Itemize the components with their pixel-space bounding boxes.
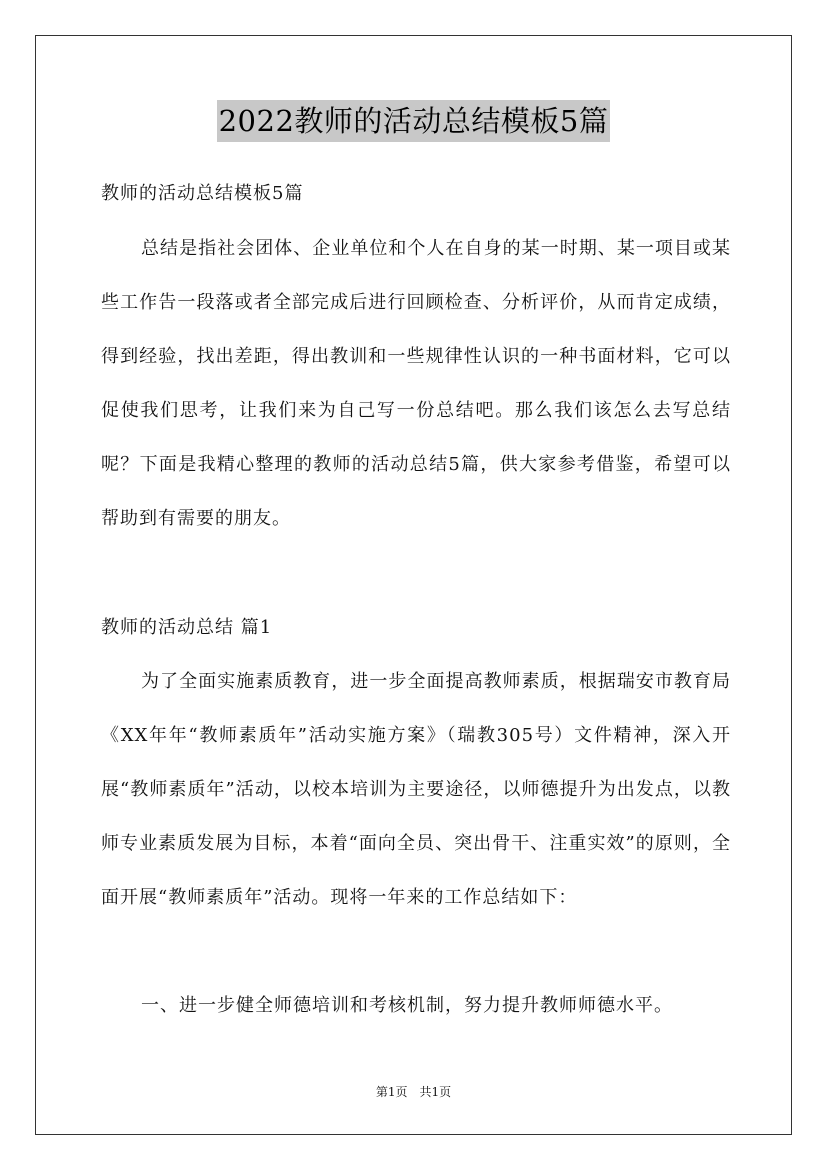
point-one-paragraph: 一、进一步健全师德培训和考核机制，努力提升教师师德水平。 (141, 995, 673, 1016)
title-container (0, 100, 827, 142)
intro-paragraph: 总结是指社会团体、企业单位和个人在自身的某一时期、某一项目或某些工作告一段落或者全部完成后进行回顾检查、分析评价，从而肯定成绩，得到经验，找出差距，得出教训和一些规律性认识的一种书面材料，它可以促使我们思考，让我们来为自己写一份总结吧。那么我们该怎么去写总结呢？下面是我精心整理的教师的活动总结5篇，供大家参考借鉴，希望可以帮助到有需要的朋友。 (101, 238, 731, 529)
page-footer: 第1页 共1页 (375, 1085, 452, 1099)
section-paragraph: 为了全面实施素质教育，进一步全面提高教师素质，根据瑞安市教育局《XX年年“教师素质年”活动实施方案》（瑞教305号）文件精神，深入开展“教师素质年”活动，以校本培训为主要途径，以师德提升为出发点，以教师专业素质发展为目标，本着“面向全员、突出骨干、注重实效”的原则，全面开展“教师素质年”活动。现将一年来的工作总结如下： (101, 671, 731, 908)
document-subtitle: 教师的活动总结模板5篇 (101, 183, 304, 204)
document-title: 2022教师的活动总结模板5篇 (217, 100, 611, 142)
section-heading: 教师的活动总结 篇1 (101, 617, 273, 638)
